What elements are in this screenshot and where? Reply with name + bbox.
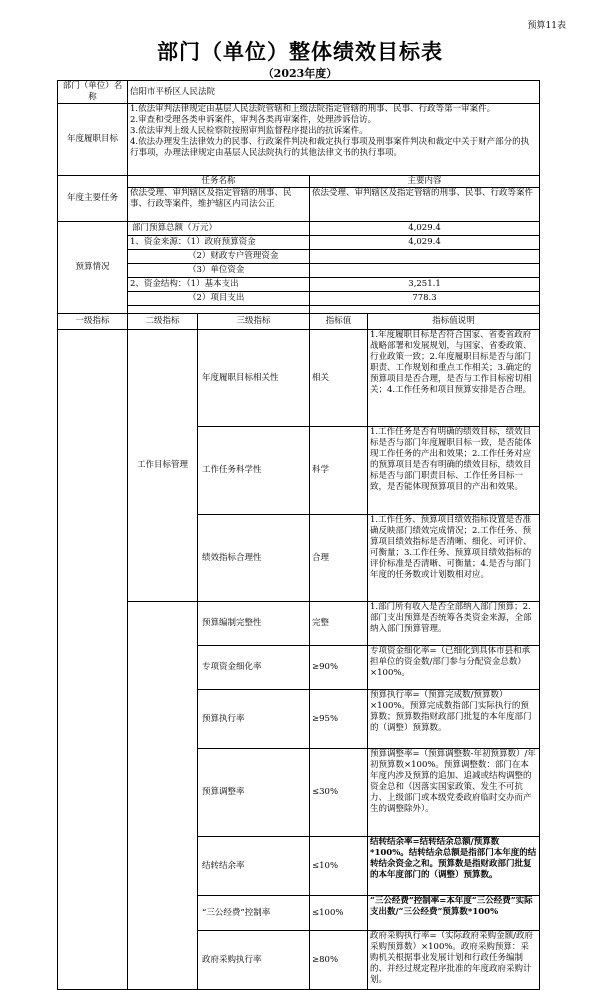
page-title: 部门（单位）整体绩效目标表 — [157, 39, 443, 64]
main-tasks-label: 年度主要任务 — [58, 176, 128, 222]
indicator-value: 相关 — [310, 330, 368, 427]
indicator-name: 预算调整率 — [198, 749, 310, 837]
indicator-name: 专项资金细化率 — [198, 646, 310, 690]
table-row — [58, 330, 540, 427]
basic-expense-value: 3,251.1 — [310, 278, 540, 292]
indicator-desc: 1.工作任务、预算项目绩效指标设置是否准确反映部门绩效完成情况；2.工作任务、预算项目绩效指标是否清晰、细化、可评价、可衡量；3.工作任务、预算项目绩效指标的评价标准是否清晰、可衡量；4.是否与部门年度的任务数或计划数相对应。 — [370, 515, 532, 580]
funding-structure-label: 2、资金结构： — [130, 279, 187, 289]
indicator-value: ≤30% — [310, 749, 368, 837]
indicator-value: ≥90% — [310, 646, 368, 690]
col-header-value: 指标值 — [310, 314, 368, 330]
indicator-value: 合理 — [310, 515, 368, 602]
special-funds-label: （2）财政专户管理资金 — [128, 250, 310, 264]
task-name-header: 任务名称 — [128, 176, 310, 188]
indicator-desc: 预算执行率=（预算完成数/预算数）×100%。预算完成数指部门实际执行的预算数；预算数指财政部门批复的本年度部门的（调整）预算数。 — [370, 690, 532, 733]
level1-cell — [58, 330, 128, 990]
form-code: 预算11表 — [527, 21, 566, 31]
indicator-name: 预算执行率 — [198, 690, 310, 749]
indicator-value: ≤100% — [310, 896, 368, 931]
goal-line: 4.依法办理发生法律效力的民事、行政案件判决和裁定执行事项及刑事案件判决和裁定中关于财产部分的执行事项，办理法律规定由基层人民法院执行的其他法律文书的执行事项。 — [130, 137, 530, 158]
indicator-value: ≥80% — [310, 931, 368, 990]
annual-goals-label: 年度履职目标 — [58, 104, 128, 176]
indicator-value: 科学 — [310, 427, 368, 515]
unit-funds-value — [310, 264, 540, 278]
indicator-desc: 结转结余率=结转结余总额/预算数*100%。结转结余总额是指部门本年度的结转结余资金之和。预算数是指财政部门批复的本年度部门的（调整）预算数。 — [370, 837, 537, 880]
goal-line: 1.依法审判法律规定由基层人民法院管辖和上级法院指定管辖的刑事、民事、行政等第一审案件。 — [130, 104, 496, 114]
gov-funds-label: （1）政府预算资金 — [186, 237, 256, 247]
indicator-name: 结转结余率 — [198, 837, 310, 896]
level2-work-management: 工作目标管理 — [128, 330, 198, 602]
indicator-desc: 政府采购执行率=（实际政府采购金额/政府采购预算数）×100%。政府采购预算：采购机关根据事业发展计划和行政任务编制的、并经过规定程序批准的年度政府采购计划。 — [370, 931, 533, 985]
indicator-desc: 专项资金细化率=（已细化到具体市县和承担单位的资金数/部门参与分配资金总数）×100%。 — [370, 646, 531, 678]
task-content-header: 主要内容 — [310, 176, 540, 188]
basic-expense-label: （1）基本支出 — [186, 279, 239, 289]
performance-table — [57, 80, 540, 990]
indicator-value: ≥95% — [310, 690, 368, 749]
dept-label: 部门（单位）名称 — [58, 81, 128, 104]
special-funds-value — [310, 250, 540, 264]
table-row — [58, 602, 540, 646]
indicator-value: 完整 — [310, 602, 368, 646]
indicator-desc: 1.年度履职目标是否符合国家、省委省政府战略部署和发展规划，与国家、省委政策、行业政策一致；2.年度履职目标是否与部门职责、工作规划和重点工作相关；3.确定的预算项目是否合理，是否与工作目标密切相关；4.工作任务和项目预算安排是否合理。 — [370, 330, 532, 395]
annual-goals-text — [130, 104, 537, 175]
indicator-desc: 预算调整率=（预算调整数-年初预算数）/年初预算数×100%。预算调整数：部门在本年度内涉及预算的追加、追减或结构调整的资金总和（因落实国家政策、发生不可抗力、上级部门或本级党委政府临时交办而产生的调整除外）。 — [370, 749, 536, 814]
indicator-desc: 1.工作任务是否有明确的绩效目标，绩效目标是否与部门年度履职目标一致，是否能体现工作任务的产出和效果；2.工作任务对应的预算项目是否有明确的绩效目标，绩效目标是否与部门职责目标、工作任务目标一致，是否能体现预算项目的产出和效果。 — [370, 427, 532, 492]
indicator-desc: “三公经费”控制率=本年度“三公经费”实际支出数/“三公经费”预算数*100% — [370, 896, 533, 917]
indicator-name: 年度履职目标相关性 — [198, 330, 310, 427]
col-header-level1: 一级指标 — [58, 314, 128, 330]
gov-funds-value: 4,029.4 — [310, 236, 540, 250]
indicator-name: 预算编制完整性 — [198, 602, 310, 646]
indicator-name: 绩效指标合理性 — [198, 515, 310, 602]
unit-funds-label: （3）单位资金 — [128, 264, 310, 278]
indicator-value: ≤10% — [310, 837, 368, 896]
col-header-desc: 指标值说明 — [368, 314, 540, 330]
goal-line: 2.审查和受理各类申诉案件，审判各类再审案件，处理涉诉信访。 — [130, 115, 377, 125]
budget-total-label: 部门预算总额（万元） — [128, 222, 310, 236]
goal-line: 3.依法审判上级人民检察院按照审判监督程序提出的抗诉案件。 — [130, 126, 368, 136]
task-name: 依法受理、审判辖区及指定管辖的刑事、民事、行政等案件，维护辖区内司法公正 — [130, 188, 292, 209]
col-header-level3: 三级指标 — [198, 314, 310, 330]
task-content: 依法受理、审判辖区及指定管辖的刑事、民事、行政等案件 — [312, 188, 534, 198]
funding-source-label: 1、资金来源： — [130, 237, 187, 247]
project-expense-label: （2）项目支出 — [128, 292, 310, 306]
level2-cell — [128, 602, 198, 990]
project-expense-value: 778.3 — [310, 292, 540, 306]
indicator-name: 工作任务科学性 — [198, 427, 310, 515]
budget-label: 预算情况 — [58, 222, 128, 314]
year-subtitle: （2023年度） — [262, 67, 338, 80]
col-header-level2: 二级指标 — [128, 314, 198, 330]
budget-total-value: 4,029.4 — [310, 222, 540, 236]
dept-value: 信阳市平桥区人民法院 — [128, 81, 540, 104]
indicator-name: 政府采购执行率 — [198, 931, 310, 990]
indicator-desc: 1.部门所有收入是否全部纳入部门预算；2.部门支出预算是否统筹各类资金来源，全部纳入部门预算管理。 — [370, 602, 532, 634]
indicator-name: “三公经费”控制率 — [198, 896, 310, 931]
